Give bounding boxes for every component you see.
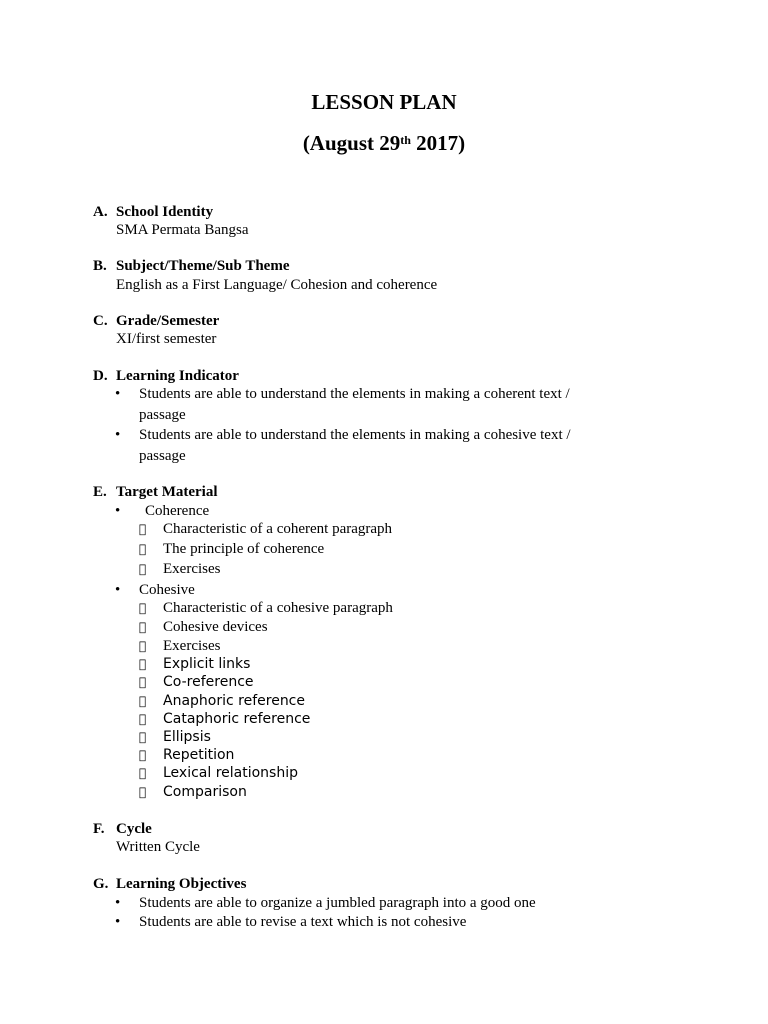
- sub-bullet-icon: [139, 673, 146, 692]
- section-b-letter: B.: [93, 258, 107, 274]
- cohesive-item-3: Exercises: [163, 638, 221, 654]
- date-ordinal: th: [400, 133, 411, 147]
- sub-bullet-icon: [139, 746, 146, 765]
- cohesive-item-6: Anaphoric reference: [163, 693, 305, 709]
- document-title: LESSON PLAN: [311, 90, 457, 114]
- section-d-heading: Learning Indicator: [116, 368, 239, 384]
- bullet-icon: •: [115, 914, 121, 930]
- section-f-body: Written Cycle: [116, 839, 200, 855]
- section-e-letter: E.: [93, 484, 107, 500]
- cohesive-item-7: Cataphoric reference: [163, 711, 311, 727]
- section-a-body: SMA Permata Bangsa: [116, 222, 249, 238]
- cohesive-item-8: Ellipsis: [163, 729, 211, 745]
- section-a-heading: School Identity: [116, 204, 214, 220]
- date-text: (August 29: [302, 131, 401, 155]
- sub-bullet-icon: [139, 540, 146, 559]
- bullet-icon: •: [115, 895, 121, 911]
- indicator-1-line2: passage: [139, 407, 186, 423]
- section-b-body: English as a First Language/ Cohesion and coherence: [116, 277, 438, 293]
- cohesive-item-9: Repetition: [163, 747, 235, 763]
- cohesive-item-2: Cohesive devices: [163, 619, 268, 635]
- cohesive-item-1: Characteristic of a cohesive paragraph: [163, 600, 393, 616]
- section-b-heading: Subject/Theme/Sub Theme: [116, 258, 290, 274]
- cohesive-item-10: Lexical relationship: [163, 765, 299, 781]
- section-d-letter: D.: [93, 368, 108, 384]
- sub-bullet-icon: [139, 728, 146, 747]
- sub-bullet-icon: [139, 618, 146, 637]
- bullet-icon: •: [115, 503, 121, 519]
- date-year: 2017): [410, 131, 466, 155]
- bullet-icon: •: [115, 582, 121, 598]
- section-e-heading: Target Material: [116, 484, 218, 500]
- cohesive-item-11: Comparison: [163, 784, 247, 800]
- section-f-letter: F.: [93, 821, 105, 837]
- section-f-heading: Cycle: [116, 821, 152, 837]
- document-date: [0, 131, 768, 155]
- section-c-heading: Grade/Semester: [116, 313, 220, 329]
- sub-bullet-icon: [139, 783, 146, 802]
- objective-2: Students are able to revise a text which is not cohesive: [139, 914, 467, 930]
- coherence-item-3: Exercises: [163, 561, 221, 577]
- bullet-icon: •: [115, 386, 121, 402]
- coherence-item-2: The principle of coherence: [163, 541, 325, 557]
- section-a-letter: A.: [93, 204, 108, 220]
- sub-bullet-icon: [139, 637, 146, 656]
- cohesive-item-5: Co-reference: [163, 674, 254, 690]
- sub-bullet-icon: [139, 764, 146, 783]
- cohesive-item-4: Explicit links: [163, 656, 251, 672]
- sub-bullet-icon: [139, 692, 146, 711]
- coherence-label: Coherence: [145, 503, 210, 519]
- section-g-heading: Learning Objectives: [116, 876, 247, 892]
- indicator-1-line1: Students are able to understand the elements in making a coherent text /: [139, 386, 570, 402]
- sub-bullet-icon: [139, 520, 146, 539]
- sub-bullet-icon: [139, 599, 146, 618]
- bullet-icon: •: [115, 427, 121, 443]
- indicator-2-line1: Students are able to understand the elements in making a cohesive text /: [139, 427, 571, 443]
- objective-1: Students are able to organize a jumbled paragraph into a good one: [139, 895, 536, 911]
- sub-bullet-icon: [139, 560, 146, 579]
- section-c-body: XI/first semester: [116, 331, 217, 347]
- section-g-letter: G.: [93, 876, 109, 892]
- sub-bullet-icon: [139, 710, 146, 729]
- cohesive-label: Cohesive: [139, 582, 195, 598]
- indicator-2-line2: passage: [139, 448, 186, 464]
- section-c-letter: C.: [93, 313, 108, 329]
- sub-bullet-icon: [139, 655, 146, 674]
- coherence-item-1: Characteristic of a coherent paragraph: [163, 521, 393, 537]
